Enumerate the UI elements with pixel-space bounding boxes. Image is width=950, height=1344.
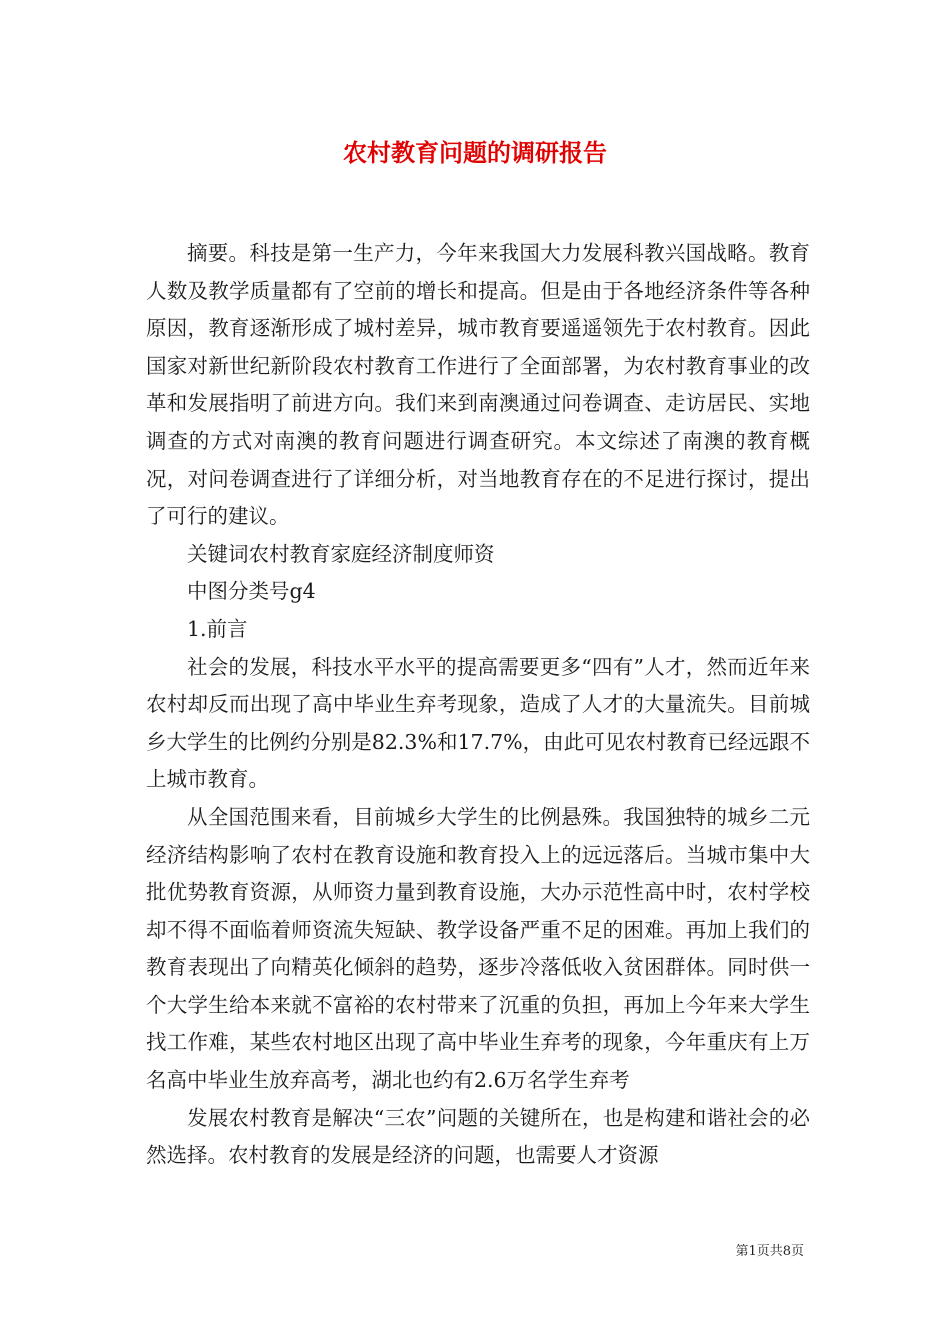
body-paragraph: 发展农村教育是解决“三农”问题的关键所在，也是构建和谐社会的必然选择。农村教育的发展是经济的问题，也需要人才资源 [146,1105,810,1168]
abstract-paragraph: 摘要。科技是第一生产力，今年来我国大力发展科教兴国战略。教育人数及教学质量都有了空前的增长和提高。但是由于各地经济条件等各种原因，教育逐渐形成了城村差异，城市教育要遥遥领先于农村教育。因此国家对新世纪新阶段农村教育工作进行了全面部署，为农村教育事业的改革和发展指明了前进方向。我们来到南澳通过问卷调查、走访居民、实地调查的方式对南澳的教育问题进行调查研究。本文综述了南澳的教育概况，对问卷调查进行了详细分析，对当地教育存在的不足进行探讨，提出了可行的建议。 [146,241,810,529]
page-number: 第1页共8页 [735,1244,804,1259]
document-body [146,235,810,1175]
classification-line: 中图分类号g4 [187,579,316,604]
keywords-line: 关键词农村教育家庭经济制度师资 [187,541,495,566]
section-heading: 1.前言 [187,616,248,641]
body-paragraph: 从全国范围来看，目前城乡大学生的比例悬殊。我国独特的城乡二元经济结构影响了农村在教育设施和教育投入上的远远落后。当城市集中大批优势教育资源，从师资力量到教育设施，大办示范性高中时，农村学校却不得不面临着师资流失短缺、教学设备严重不足的困难。再加上我们的教育表现出了向精英化倾斜的趋势，逐步冷落低收入贫困群体。同时供一个大学生给本来就不富裕的农村带来了沉重的负担，再加上今年来大学生找工作难，某些农村地区出现了高中毕业生弃考的现象，今年重庆有上万名高中毕业生放弃高考，湖北也约有2.6万名学生弃考 [146,804,810,1093]
document-title: 农村教育问题的调研报告 [343,138,607,167]
body-paragraph: 社会的发展，科技水平水平的提高需要更多“四有”人才，然而近年来农村却反而出现了高中毕业生弃考现象，造成了人才的大量流失。目前城乡大学生的比例约分别是82.3%和17.7%，由此可见农村教育已经远跟不上城市教育。 [146,654,810,792]
